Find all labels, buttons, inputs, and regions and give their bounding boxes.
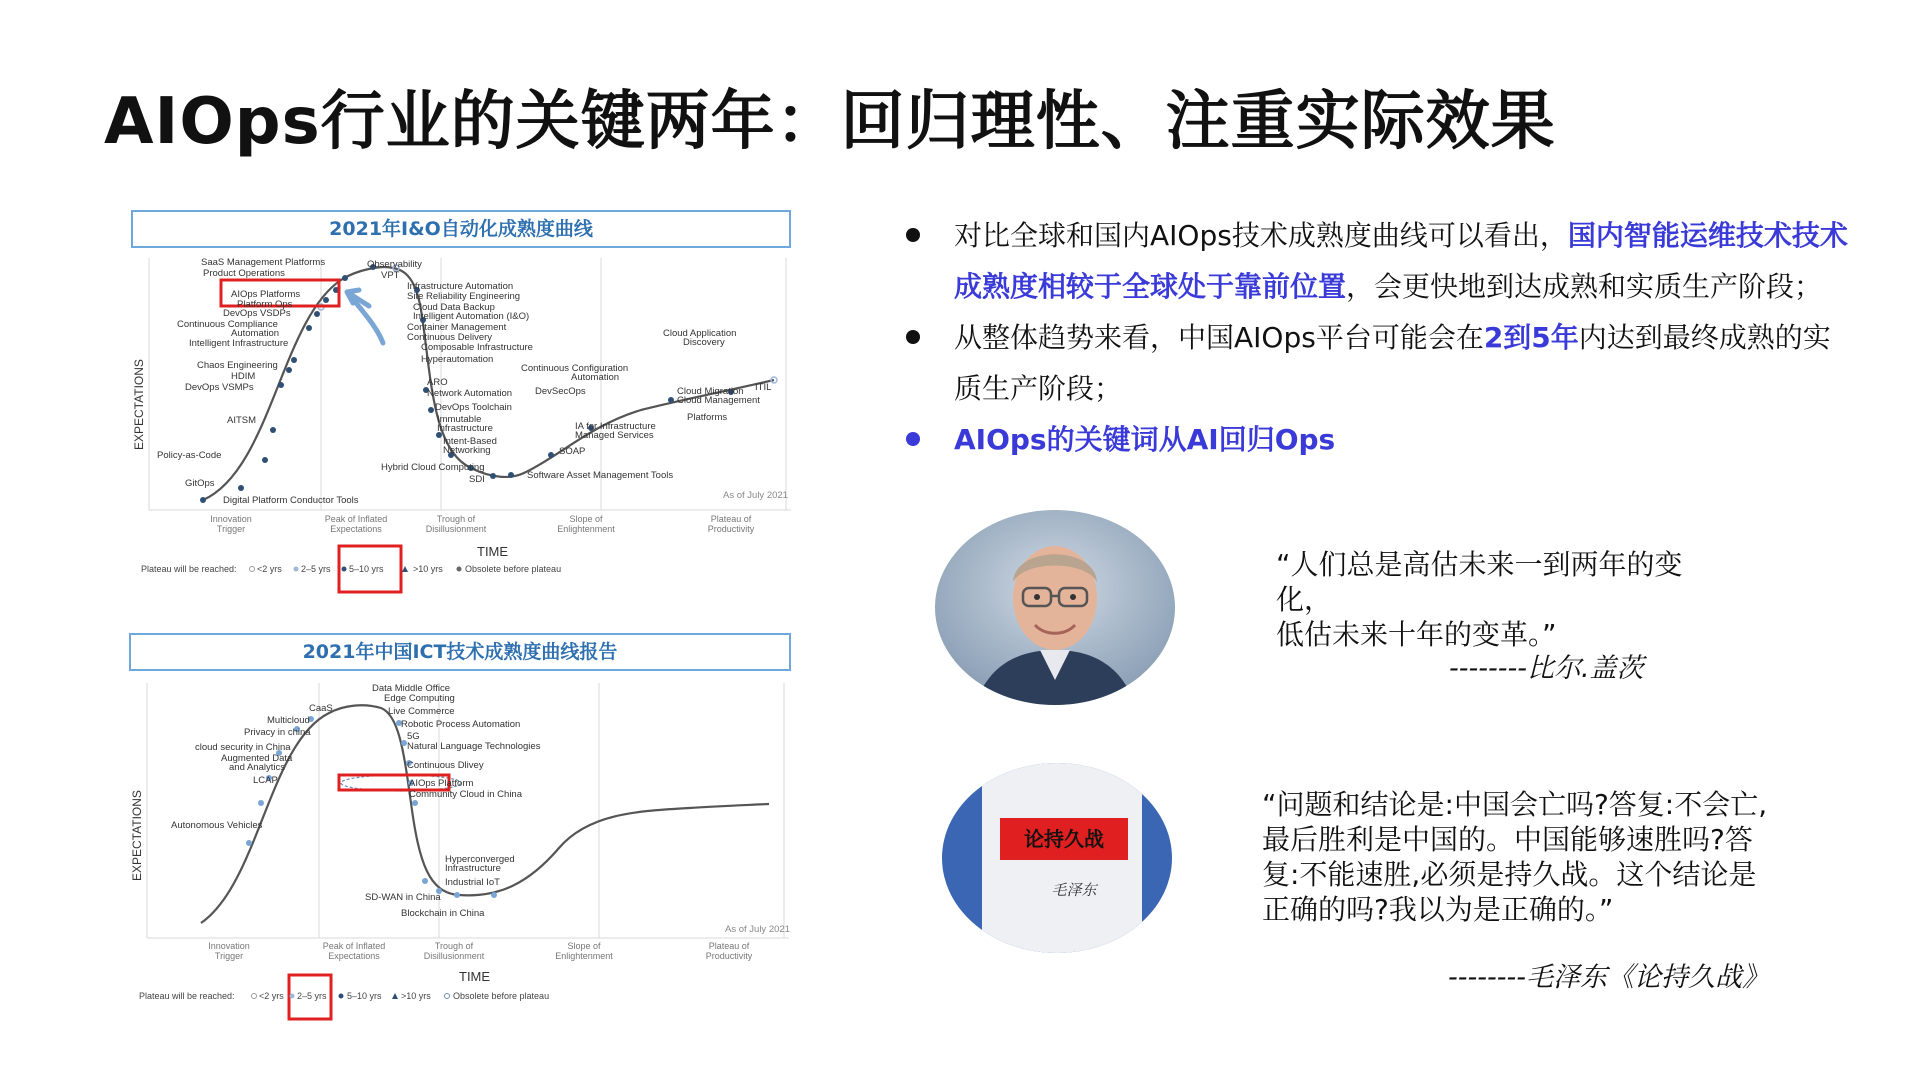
tech-label: Infrastructure — [445, 863, 501, 874]
tech-label: Autonomous Vehicles — [171, 820, 263, 831]
quote-author-gates: --------比尔.盖茨 — [1449, 653, 1644, 684]
legend-item: Obsolete before plateau — [465, 564, 562, 574]
tech-label: Network Automation — [427, 388, 513, 399]
tech-label: Managed Services — [575, 430, 654, 441]
phase-label: Expectations — [328, 951, 380, 961]
bullet-dot — [906, 330, 920, 344]
quote-mao: “问题和结论是:中国会亡吗?答复:不会亡, 最后胜利是中国的。中国能够速胜吗?答 复:不能速胜,必须是持久战。这个结论是 正确的吗?我以为是正确的。” — [1262, 788, 1768, 926]
tech-label: Automation — [231, 328, 280, 339]
tech-label: SaaS Management Platforms — [201, 257, 326, 268]
portrait-bill-gates — [935, 510, 1175, 705]
arrow-indicator — [347, 290, 383, 343]
phase-label: Productivity — [705, 951, 753, 961]
tech-label: Container Management — [407, 322, 507, 333]
bullet-text: 内达到最终成熟的实质生产阶段； — [954, 321, 1831, 405]
tech-labels-global — [157, 257, 788, 506]
bullet-item — [906, 210, 1856, 312]
tech-label: Industrial IoT — [445, 877, 500, 888]
hype-curve-global-svg — [131, 210, 791, 600]
phase-label: Disillusionment — [425, 524, 487, 534]
tech-label: Blockchain in China — [401, 908, 485, 919]
phase-label: Plateau of — [710, 514, 752, 524]
book-signature: 毛泽东 — [1051, 882, 1097, 899]
tech-label: Cloud Migration — [677, 386, 744, 397]
bullet-item — [906, 312, 1856, 414]
tech-label: Discovery — [683, 337, 725, 348]
bullet-text: AIOps的关键词从AI回归Ops — [954, 423, 1336, 456]
tech-label: Data Middle Office — [372, 683, 450, 694]
book-illustration — [942, 763, 1172, 953]
tech-label: DevOps VSMPs — [185, 382, 254, 393]
phase-label: Trough of — [436, 514, 476, 524]
tech-label: Cloud Data Backup — [413, 302, 495, 313]
tech-label: Intent-Based — [443, 436, 497, 447]
phase-label: Trigger — [214, 951, 244, 961]
tech-label: Automation — [571, 372, 620, 383]
x-axis-label: TIME — [477, 544, 509, 559]
bullet-dot — [906, 432, 920, 446]
tech-label: Policy-as-Code — [157, 450, 222, 461]
tech-label: Continuous Delivery — [407, 332, 493, 343]
legend-item: >10 yrs — [413, 564, 443, 574]
tech-labels-china — [171, 683, 790, 935]
phase-label: Peak of Inflated — [322, 941, 386, 951]
tech-label: Observability — [367, 259, 422, 270]
tech-label: Continuous Compliance — [177, 319, 278, 330]
tech-label: Robotic Process Automation — [401, 719, 521, 730]
tech-label: Networking — [443, 445, 491, 456]
phase-label: Trough of — [434, 941, 474, 951]
phase-label: Productivity — [707, 524, 755, 534]
tech-label: Live Commerce — [388, 706, 455, 717]
tech-label: Augmented Data — [221, 753, 293, 764]
phase-labels-global — [210, 514, 755, 534]
phase-label: Innovation — [208, 941, 250, 951]
bullet-text: ，会更快地到达成熟和实质生产阶段； — [1346, 270, 1823, 303]
tech-label: Continuous Dlivey — [407, 760, 484, 771]
tech-label: VPT — [381, 270, 400, 281]
phase-label: Slope of — [569, 514, 603, 524]
tech-label: AIOps Platform — [409, 778, 474, 789]
phase-label: Expectations — [330, 524, 382, 534]
legend-prefix: Plateau will be reached: — [141, 564, 237, 574]
legend-item: 2–5 yrs — [297, 991, 327, 1001]
tech-label: Intelligent Infrastructure — [189, 338, 289, 349]
legend-item: 5–10 yrs — [349, 564, 384, 574]
tech-label: HDIM — [231, 371, 256, 382]
legend-global — [141, 564, 561, 574]
tech-label: Continuous Configuration — [521, 363, 629, 374]
quote-gates: “人们总是高估未来一到两年的变化， 低估未来十年的变革。” — [1276, 548, 1683, 651]
portrait-illustration — [935, 510, 1175, 705]
book-cover-image — [942, 763, 1172, 953]
phase-label: Innovation — [210, 514, 252, 524]
tech-label: AITSM — [227, 415, 257, 426]
phase-label: Plateau of — [708, 941, 750, 951]
tech-label: SDI — [469, 474, 485, 485]
legend-china — [139, 991, 549, 1001]
tech-label: GitOps — [185, 478, 215, 489]
tech-label: SOAP — [559, 446, 586, 457]
bullet-text: 对比全球和国内AIOps技术成熟度曲线可以看出， — [954, 219, 1568, 252]
tech-label: Hyperconverged — [445, 854, 515, 865]
as-of-label: As of July 2021 — [723, 490, 788, 501]
tech-label: SD-WAN in China — [365, 892, 441, 903]
phase-label: Slope of — [567, 941, 601, 951]
tech-label: Digital Platform Conductor Tools — [223, 495, 359, 506]
tech-label: Privacy in china — [244, 727, 311, 738]
tech-label: Infrastructure Automation — [407, 281, 514, 292]
book-title: 论持久战 — [1024, 829, 1104, 851]
legend-item: >10 yrs — [401, 991, 431, 1001]
hype-cycle-global — [131, 210, 791, 600]
legend-item: Obsolete before plateau — [453, 991, 550, 1001]
tech-label: Community Cloud in China — [409, 789, 522, 800]
bullet-highlight: 2到5年 — [1483, 321, 1579, 354]
tech-label: Intelligent Automation (I&O) — [413, 311, 530, 322]
bullet-item — [906, 414, 1856, 465]
phase-labels-china — [208, 941, 753, 961]
hype-cycle-china — [129, 633, 791, 1023]
phase-label: Enlightenment — [557, 524, 615, 534]
phase-label: Enlightenment — [555, 951, 613, 961]
tech-label: Infrastructure — [437, 423, 493, 434]
legend-item: <2 yrs — [257, 564, 282, 574]
tech-label: Immutable — [437, 414, 482, 425]
chart-heading-china: 2021年中国ICT技术成熟度曲线报告 — [129, 633, 791, 671]
tech-label: Platforms — [687, 412, 728, 423]
bullet-text: 从整体趋势来看，中国AIOps平台可能会在 — [954, 321, 1484, 354]
tech-label: 5G — [407, 731, 420, 742]
tech-label: DevSecOps — [535, 386, 586, 397]
tech-label: DevOps Toolchain — [435, 402, 512, 413]
tech-label: DevOps VSDPs — [223, 308, 291, 319]
tech-label: Multicloud — [267, 715, 310, 726]
bullet-dot — [906, 228, 920, 242]
phase-label: Trigger — [216, 524, 246, 534]
hype-curve-china-svg — [129, 633, 791, 1023]
legend-item: <2 yrs — [259, 991, 284, 1001]
legend-item: 5–10 yrs — [347, 991, 382, 1001]
tech-label: AIOps Platforms — [231, 289, 301, 300]
bullet-highlight: 国内智能运维技术技术成熟度相较于全球处于靠前位置 — [954, 219, 1848, 303]
quote-author-mao: --------毛泽东《论持久战》 — [1448, 962, 1769, 993]
tech-label: Platform Ops — [237, 299, 293, 310]
legend-item: 2–5 yrs — [301, 564, 331, 574]
legend-prefix: Plateau will be reached: — [139, 991, 235, 1001]
tech-label: Site Reliability Engineering — [407, 291, 521, 302]
tech-label: Product Operations — [203, 268, 285, 279]
page-title: AIOps行业的关键两年：回归理性、注重实际效果 — [104, 85, 1556, 159]
phase-label: Peak of Inflated — [324, 514, 388, 524]
tech-label: Cloud Management — [677, 395, 760, 406]
tech-label: Hybrid Cloud Computing — [381, 462, 485, 473]
tech-label: Cloud Application — [663, 328, 737, 339]
x-axis-label: TIME — [459, 969, 491, 984]
y-axis-label: EXPECTATIONS — [130, 790, 144, 881]
tech-label: LCAP — [253, 775, 278, 786]
bullet-list — [906, 210, 1856, 465]
tech-label: Natural Language Technologies — [407, 741, 541, 752]
tech-label: Hyperautomation — [421, 354, 494, 365]
tech-label: Chaos Engineering — [197, 360, 278, 371]
tech-label: Composable Infrastructure — [421, 342, 533, 353]
tech-label: and Analytics — [229, 762, 285, 773]
tech-label: ITIL — [755, 382, 772, 393]
as-of-label: As of July 2021 — [725, 924, 790, 935]
tech-label: Edge Computing — [384, 693, 455, 704]
tech-label: ARO — [427, 377, 448, 388]
phase-label: Disillusionment — [423, 951, 485, 961]
chart-heading-global: 2021年I&O自动化成熟度曲线 — [131, 210, 791, 248]
y-axis-label: EXPECTATIONS — [132, 359, 146, 450]
tech-label: CaaS — [309, 703, 333, 714]
tech-label: IA for Infrastructure — [575, 421, 656, 432]
tech-label: cloud security in China — [195, 742, 291, 753]
tech-label: Software Asset Management Tools — [527, 470, 674, 481]
